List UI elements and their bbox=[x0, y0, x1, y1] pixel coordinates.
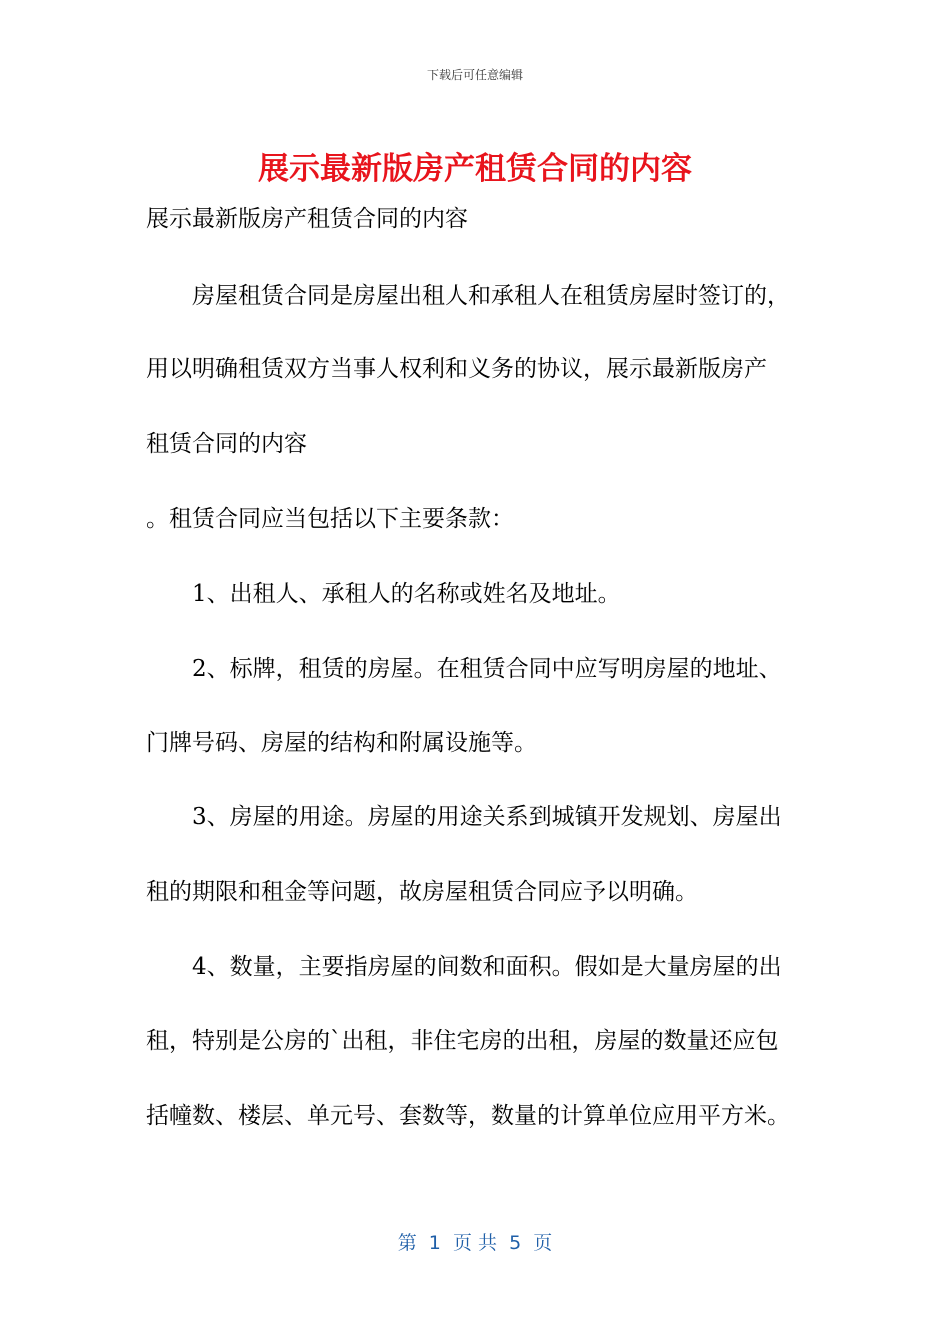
body-line: 3、房屋的用途。房屋的用途关系到城镇开发规划、房屋出 bbox=[192, 804, 782, 830]
page-footer: 第 1 页 共 5 页 bbox=[397, 1232, 553, 1254]
body-line: 括幢数、楼层、单元号、套数等，数量的计算单位应用平方米。 bbox=[146, 1103, 790, 1129]
body-line: 租赁合同的内容 bbox=[146, 431, 307, 457]
header-note: 下载后可任意编辑 bbox=[426, 68, 523, 82]
body-line: 租的期限和租金等问题，故房屋租赁合同应予以明确。 bbox=[146, 879, 698, 905]
body-line: 。租赁合同应当包括以下主要条款： bbox=[146, 506, 514, 532]
body-line: 用以明确租赁双方当事人权利和义务的协议，展示最新版房产 bbox=[146, 356, 767, 382]
document-title: 展示最新版房产租赁合同的内容 bbox=[258, 151, 692, 187]
body-line: 4、数量，主要指房屋的间数和面积。假如是大量房屋的出 bbox=[192, 954, 782, 980]
body-line: 1、出租人、承租人的名称或姓名及地址。 bbox=[192, 581, 621, 607]
body-line: 房屋租赁合同是房屋出租人和承租人在租赁房屋时签订的， bbox=[192, 283, 790, 309]
body-line: 展示最新版房产租赁合同的内容 bbox=[146, 206, 468, 232]
body-line: 门牌号码、房屋的结构和附属设施等。 bbox=[146, 730, 537, 756]
body-line: 租，特别是公房的`出租，非住宅房的出租，房屋的数量还应包 bbox=[146, 1028, 779, 1054]
body-line: 2、标牌，租赁的房屋。在租赁合同中应写明房屋的地址、 bbox=[192, 656, 782, 682]
